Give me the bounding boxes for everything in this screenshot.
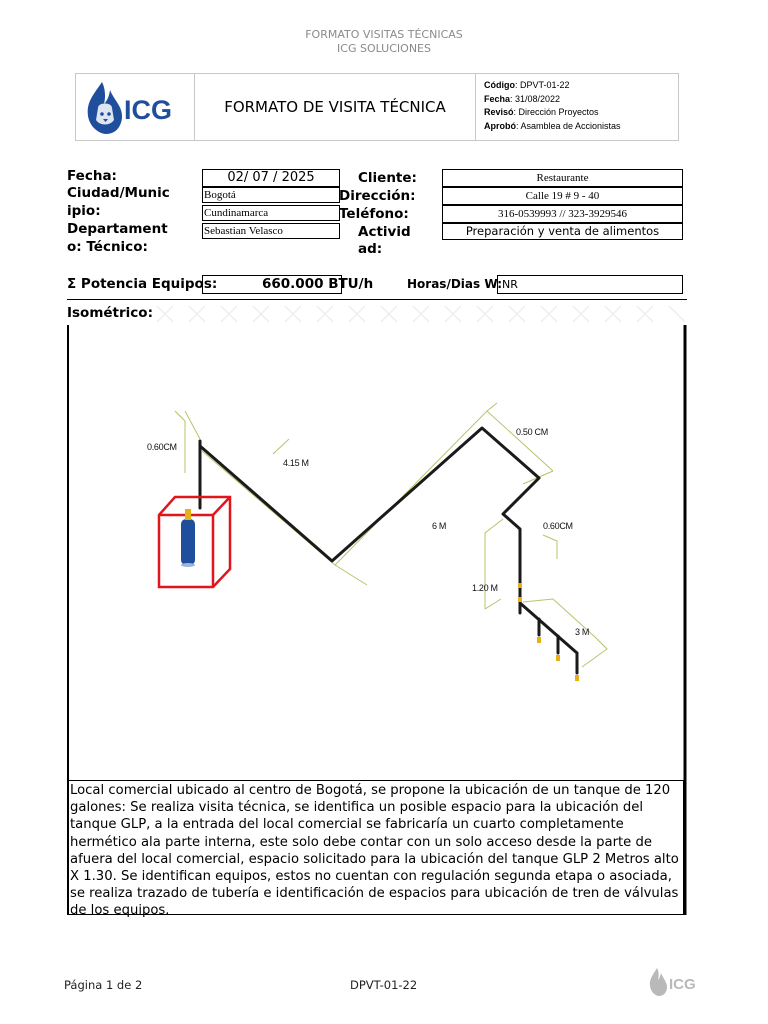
svg-text:ICG: ICG bbox=[669, 976, 696, 993]
actividad-field[interactable]: Preparación y venta de alimentos bbox=[442, 223, 683, 240]
cliente-field[interactable]: Restaurante bbox=[442, 169, 683, 187]
divider bbox=[67, 299, 687, 300]
valve-markers bbox=[518, 583, 579, 681]
horas-field[interactable]: NR bbox=[497, 275, 683, 294]
document-metadata bbox=[484, 79, 621, 133]
dim-label: 0.60CM bbox=[543, 521, 573, 531]
meta-codigo: Código: DPVT-01-22 bbox=[484, 80, 570, 90]
footer-logo bbox=[648, 966, 708, 998]
potencia-label: Σ Potencia Equipos: bbox=[67, 276, 218, 292]
page-header-line-1: FORMATO VISITAS TÉCNICAS bbox=[305, 28, 463, 41]
departamento-label-line2: o: Técnico: bbox=[67, 239, 148, 255]
dim-label: 0.50 CM bbox=[516, 427, 548, 437]
departamento-label-line1: Departament bbox=[67, 221, 168, 237]
actividad-label-line1: Activid bbox=[358, 224, 411, 240]
document-header bbox=[75, 73, 679, 141]
hatch-band bbox=[157, 306, 685, 322]
flame-icon bbox=[648, 966, 708, 998]
flame-lion-icon bbox=[76, 74, 194, 140]
fecha-label: Fecha: bbox=[67, 168, 117, 184]
ciudad-field[interactable]: Bogotá bbox=[202, 187, 340, 203]
actividad-label-line2: ad: bbox=[358, 241, 383, 257]
departamento-field[interactable]: Cundinamarca bbox=[202, 205, 340, 221]
direccion-label: Dirección: bbox=[339, 188, 416, 204]
dim-label: 6 M bbox=[432, 521, 447, 531]
meta-reviso: Revisó: Dirección Proyectos bbox=[484, 107, 599, 117]
telefono-label: Teléfono: bbox=[339, 206, 409, 222]
fecha-field[interactable]: 02/ 07 / 2025 bbox=[202, 169, 340, 187]
dim-label: 4.15 M bbox=[283, 458, 309, 468]
ciudad-label-line1: Ciudad/Munic bbox=[67, 185, 170, 201]
dim-label: 1.20 M bbox=[472, 583, 498, 593]
footer-code: DPVT-01-22 bbox=[350, 978, 418, 992]
page-number: Página 1 de 2 bbox=[64, 978, 143, 992]
telefono-field[interactable]: 316-0539993 // 323-3929546 bbox=[442, 205, 683, 223]
potencia-value: 660.000 BTU/h bbox=[262, 276, 374, 292]
logo-text: ICG bbox=[124, 95, 173, 125]
ciudad-label-line2: ipio: bbox=[67, 203, 101, 219]
dim-label: 0.60CM bbox=[147, 442, 177, 452]
icg-logo bbox=[76, 74, 195, 140]
dimension-lines bbox=[175, 403, 607, 667]
visit-description: Local comercial ubicado al centro de Bogotá, se propone la ubicación de un tanque de 120 galones: Se realiza visita técnica, se identifica un posible espacio para la ubicación del tanque GLP, a la entrada del local comercial se fabricaría un cuarto completamente hermético ala parte interna, este solo debe contar con un solo acceso desde la parte de afuera del local comercial, espacio solicitado para la ubicación del tanque GLP 2 Metros alto X 1.30. Se identifican equipos, estos no cuentan con regulación segunda etapa o asociada, se realiza trazado de tubería e identificación de espacios para ubicación de tren de válvulas de los equipos. bbox=[67, 780, 685, 915]
meta-fecha: Fecha: 31/08/2022 bbox=[484, 93, 561, 104]
dim-label: 3 M bbox=[575, 627, 590, 637]
pipe-route bbox=[200, 428, 577, 673]
cliente-label: Cliente: bbox=[358, 170, 417, 186]
meta-aprobo: Aprobó: Asamblea de Accionistas bbox=[484, 120, 621, 131]
glp-tank-icon bbox=[181, 509, 195, 567]
horas-label: Horas/Dias W: bbox=[407, 277, 502, 291]
direccion-field[interactable]: Calle 19 # 9 - 40 bbox=[442, 187, 683, 205]
tecnico-field[interactable]: Sebastian Velasco bbox=[202, 223, 340, 239]
isometrico-label: Isométrico: bbox=[67, 305, 153, 321]
page-header-line-2: ICG SOLUCIONES bbox=[337, 42, 431, 55]
document-title: FORMATO DE VISITA TÉCNICA bbox=[195, 74, 476, 140]
